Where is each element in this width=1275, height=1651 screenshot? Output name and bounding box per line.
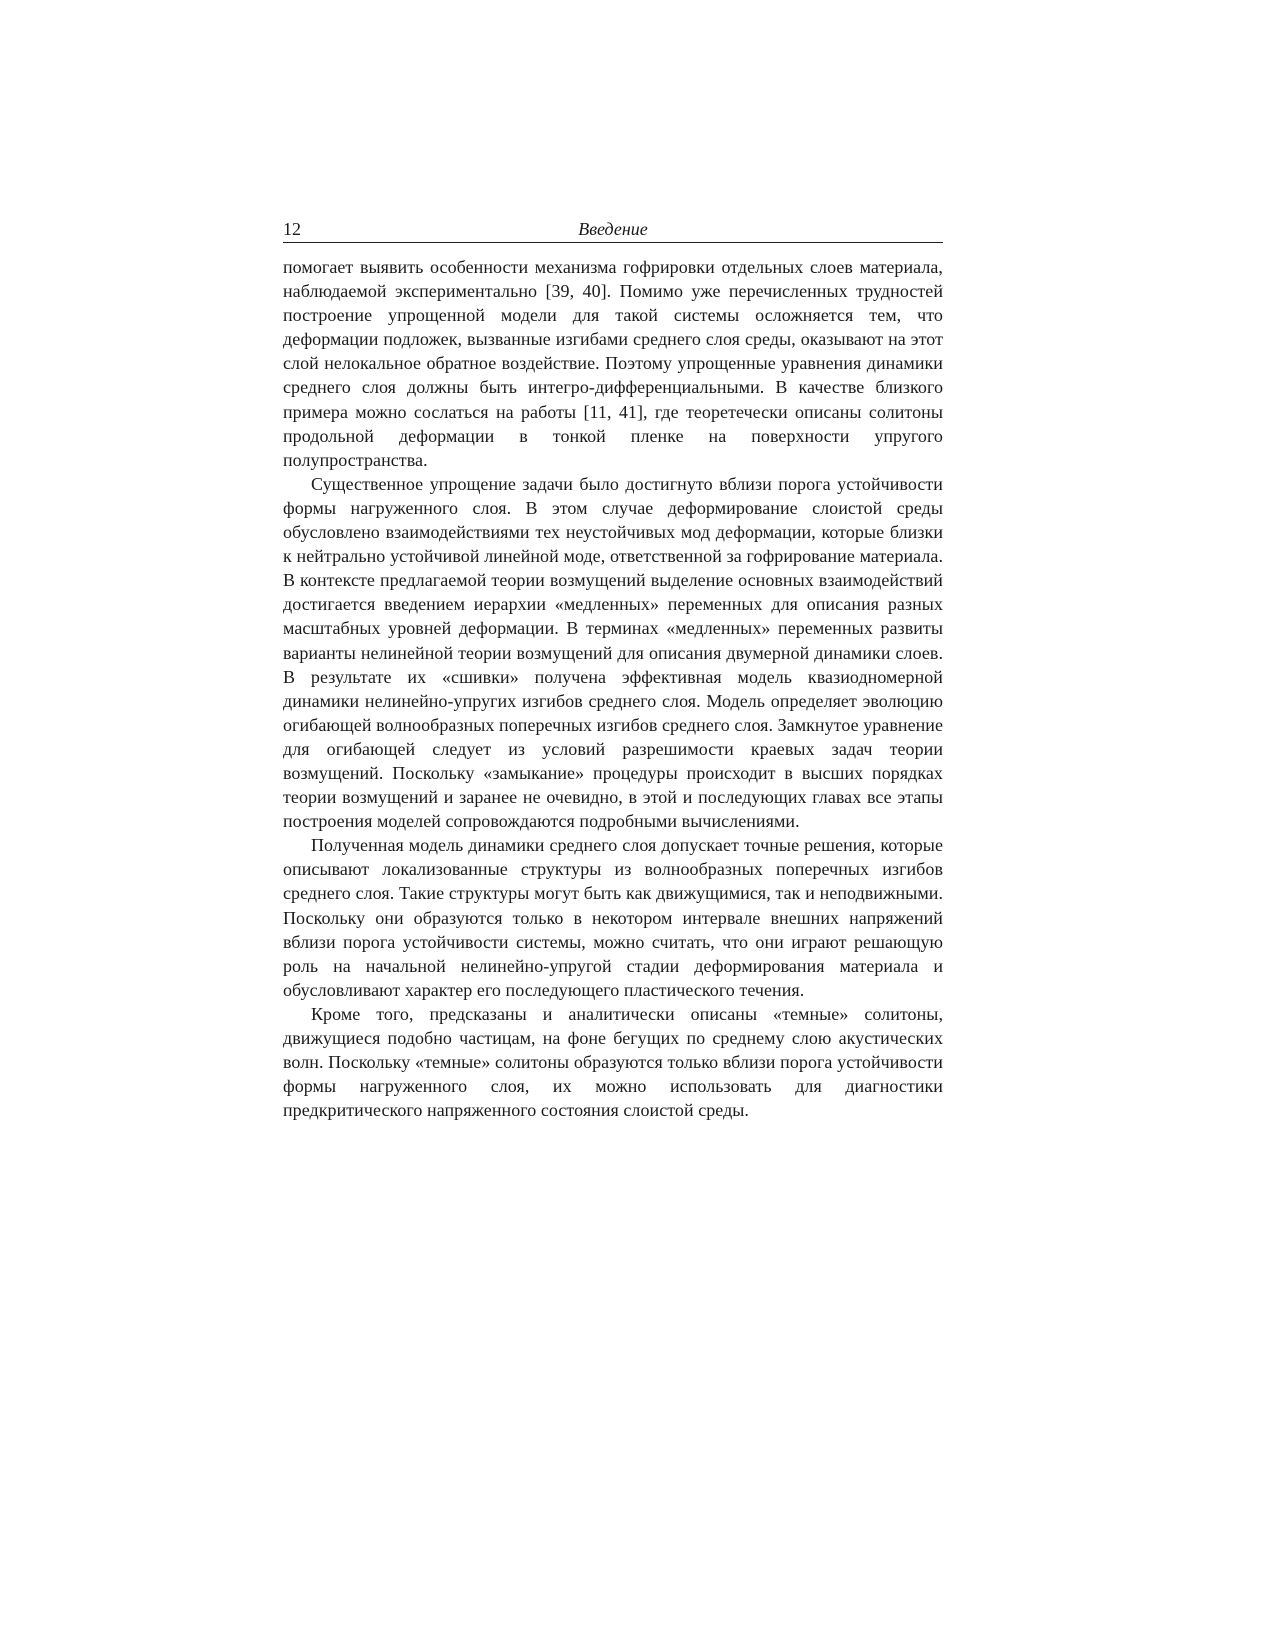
page-number: 12 — [283, 219, 301, 239]
paragraph: Полученная модель динамики среднего слоя допускает точные решения, которые описывают локализованные структуры из волнообразных поперечных изгибов среднего слоя. Такие структуры могут быть как движущимися, так и неподвижными. Поскольку они образуются только в некотором интервале внешних напряжений вблизи порога устойчивости системы, можно считать, что они играют решающую роль на начальной нелинейно-упругой стадии деформирования материала и обусловливают характер его последующего пластического течения. — [283, 835, 943, 1000]
paragraph-continuation: помогает выявить особенности механизма гофрировки отдельных слоев материала, наблюдаемой экспериментально [39, 40]. Помимо уже перечисленных трудностей построение упрощенной модели для такой системы осложняется тем, что деформации подложек, вызванные изгибами среднего слоя среды, оказывают на этот слой нелокальное обратное воздействие. Поэтому упрощенные уравнения динамики среднего слоя должны быть интегро-дифференциальными. В качестве близкого примера можно сослаться на работы [11, 41], где теоретечески описаны солитоны продольной деформации в тонкой пленке на поверхности упругого полупространства. — [283, 257, 943, 470]
paragraph: Существенное упрощение задачи было достигнуто вблизи порога устойчивости формы нагруженного слоя. В этом случае деформирование слоистой среды обусловлено взаимодействиями тех неустойчивых мод деформации, которые близки к нейтрально устойчивой линейной моде, ответственной за гофрирование материала. В контексте предлагаемой теории возмущений выделение основных взаимодействий достигается введением иерархии «медленных» переменных для описания разных масштабных уровней деформации. В терминах «медленных» переменных развиты варианты нелинейной теории возмущений для описания двумерной динамики слоев. В результате их «сшивки» получена эффективная модель квазиодномерной динамики нелинейно-упругих изгибов среднего слоя. Модель определяет эволюцию огибающей волнообразных поперечных изгибов среднего слоя. Замкнутое уравнение для огибающей следует из условий разрешимости краевых задач теории возмущений. Поскольку «замыкание» процедуры происходит в высших порядках теории возмущений и заранее не очевидно, в этой и последующих главах все этапы построения моделей сопровождаются подробными вычислениями. — [283, 473, 944, 832]
paragraph: Кроме того, предсказаны и аналитически описаны «темные» солитоны, движущиеся подобно частицам, на фоне бегущих по среднему слою акустических волн. Поскольку «темные» солитоны образуются только вблизи порога устойчивости формы нагруженного слоя, их можно использовать для диагностики предкритического напряженного состояния слоистой среды. — [283, 1003, 943, 1121]
running-title: Введение — [578, 219, 648, 239]
running-head — [283, 218, 943, 243]
body-text — [283, 255, 943, 1122]
book-page — [283, 218, 943, 1122]
